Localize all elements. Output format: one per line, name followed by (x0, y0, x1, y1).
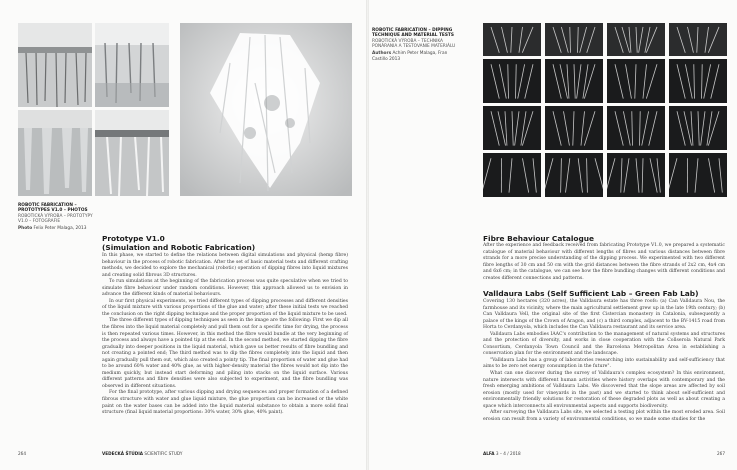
photo-fibre-bundles (18, 110, 92, 196)
left-caption-subtitle: ROBOTICKÁ VÝROBA – PROTOTYPY V1.0 – FOTOGRAFIE (18, 213, 93, 225)
catalogue-thumbnail (483, 23, 541, 56)
right-paragraph: Valldaura Labs embodies IAAC's contribution to the management of natural systems and structures and the protection of diversity, and works in close cooperation with the Collserola Natural Park Consortium, Cerdanyola Town Council and the Barcelona Metropolitan Area in establishing a conservation plan for the environment and the landscape. (483, 331, 725, 357)
left-page (0, 0, 366, 470)
catalogue-thumbnail (669, 59, 727, 103)
catalogue-thumbnail (483, 106, 541, 150)
left-section-label: SCIENTIFIC STUDY (144, 451, 183, 456)
left-paragraph: In this phase, we started to define the relations between digital simulations and physical (hemp fibre) behaviour in the process of robotic fabrication. After the set of basic material tests and different crafting methods, we decided to explore the mechanical (robotic) operation of dipping fibres into liquid mixtures and creating solid fibrous 3D structures. (102, 253, 348, 278)
right-running-head (483, 451, 521, 456)
photo-fibres-dipped (95, 23, 169, 107)
valldaura-heading: Valldaura Labs (Self Sufficient Lab – Green Fab Lab) (483, 289, 699, 298)
right-paragraph: After the experience and feedback received from fabricating Prototype V1.0, we prepared a systematic catalogue of material behaviour with different lengths of fibres and various distances between fibre strands for a more precise understanding of the dipping process. We experimented with two different fibre lengths of 30 cm and 50 cm with the grid distances between the fibre strands of 2x2 cm, 4x4 cm and 6x6 cm; in the catalogue, we can see how the fibre bundling changes with different conditions and creates different connections and patterns. (483, 243, 725, 281)
right-section2-body (483, 299, 725, 423)
left-paragraph: For the final prototype, after various dipping and drying sequences and proper formation of a defined fibrous structure with water and glue liquid mixture, the glue proportion can be increased or the white paint on the water bases can be added into the liquid material substance to obtain a more solid final structure (final liquid material proportions: 30% water, 30% glue, 40% paint). (102, 390, 348, 416)
catalogue-thumbnail (607, 153, 665, 197)
right-journal-label: ALFA (483, 451, 495, 456)
right-credit-label: Authors (372, 51, 392, 57)
left-credit-label: Photo (18, 226, 33, 232)
catalogue-thumbnail (483, 153, 541, 197)
catalogue-thumbnail (607, 59, 665, 103)
right-section2-heading (483, 290, 723, 299)
catalogue-thumbnail (483, 59, 541, 103)
right-caption-credit (372, 51, 462, 62)
catalogue-thumbnail (669, 153, 727, 197)
catalogue-thumbnail (545, 59, 603, 103)
left-figure-caption (18, 203, 98, 232)
right-paragraph: Covering 130 hectares (320 acres), the Valldaura estate has three roofs: (a) Can Valldaura Nou, the farmhouse and its vicinity, where the main agricultural settlement grew up in the late 19th century; (b) Can Valldaura Vell, the original site of the first Cistercian monastery in Catalonia, subsequently a palace of the kings of the Crown of Aragon, and (c) a third complex, adjacent to the BV-1415 road from Horta to Cerdanyola, which includes the Can Valldaura restaurant and its service area. (483, 299, 725, 331)
photo-fibre-structure (95, 110, 169, 196)
catalogue-thumbnail (607, 23, 665, 56)
left-section-heading (102, 235, 342, 252)
catalogue-thumbnail (669, 106, 727, 150)
catalogue-thumbnail (545, 106, 603, 150)
photo-prototype-v1 (180, 23, 352, 196)
left-paragraph: The three different types of dipping techniques as seen in the image are the following: First we dip all the fibres into the liquid material completely and pull them out for a specific time for drying, the process is then repeated various times. However, in this method the fibre would bundle at the very beginning of the process and always have a pointed tip at the end. In the second method, we started dipping the fibre gradually into deeper positions in the liquid material, which gave us better results of fibre bundling and not creating a pointed end; The third method was to dip the fibres completely into the liquid and then again gradually pull them out, which also created a pointy tip. The final proportion of water and glue had to be around 60% water and 40% glue, as with higher-density material the fibres would not dip into the medium quickly, but instead start deforming and piling into stacks on the liquid surface. Various different patterns and fibre densities were also subjected to experiment, and the fibre bundling was observed in different situations. (102, 318, 348, 389)
left-footer (18, 451, 26, 456)
right-page (369, 0, 737, 470)
fibre-catalogue-heading: Fibre Behaviour Catalogue (483, 234, 595, 243)
right-paragraph: "Valldaura Labs has a group of laboratories researching into sustainability and self-sufficiency that aims to be zero net energy consumption in the future". (483, 357, 725, 370)
right-issue-label: 3 – 4 / 2018 (495, 451, 521, 456)
left-heading-line2: (Simulation and Robotic Fabrication) (102, 242, 256, 252)
catalogue-thumbnail (545, 153, 603, 197)
right-paragraph: What can one discover during the survey of Valldaura's complex ecosystem? In this environment, nature intersects with different human activities where history overlaps with contemporary and the fresh emerging ambitions of Valldaura Labs. We discovered that the slope areas are affected by soil erosion (mostly used for vineyards in the past) and we started to think about self-sufficient and environmentally friendly solutions for restoration of these degraded plots as well as about creating a space which interconnects all environmental aspects and supports biodiversity. (483, 371, 725, 409)
left-journal-label: VEDECKÁ ŠTÚDIA (102, 451, 144, 456)
left-body-text (102, 253, 348, 417)
catalogue-thumbnail (545, 23, 603, 56)
left-paragraph: In our first physical experiments, we tried different types of dipping processes and different densities of the liquid mixture with various proportions of the glue and water; after these initial tests we reached the conclusion on the right dipping technique and the proper proportion of the liquid mixture to be used. (102, 298, 348, 317)
left-running-head (102, 451, 182, 456)
right-page-number: 267 (717, 451, 725, 456)
right-caption-subtitle: ROBOTICKÁ VÝROBA – TECHNIKA PONÁRANIA A TESTOVANIE MATERIÁLU (372, 38, 456, 50)
catalogue-thumbnail (669, 23, 727, 56)
left-heading-line1: Prototype V1.0 (102, 234, 165, 243)
left-paragraph: To run simulations at the beginning of the fabrication process was quite speculative when we tried to simulate fibre behaviour under random conditions. However, this approach allowed us to envision in advance the different kinds of material behaviours. (102, 279, 348, 298)
right-figure-caption (372, 28, 462, 62)
right-caption-title: ROBOTIC FABRICATION – DIPPING TECHNIQUE AND MATERIAL TESTS (372, 28, 454, 39)
left-page-number: 264 (18, 451, 26, 456)
left-caption-credit (18, 226, 98, 231)
left-caption-title: ROBOTIC FABRICATION – PROTOTYPES V1.0 – PHOTOS (18, 203, 88, 214)
photo-fibres-grid (18, 23, 92, 107)
right-section1-body (483, 243, 725, 282)
right-paragraph: After surveying the Valldaura Labs site, we selected a testing plot within the most eroded area. Soil erosion can result from a variety of environmental conditions, so we made some studies for the (483, 410, 725, 422)
right-footer (717, 451, 725, 456)
left-credit-value: Felix Peter Malaga, 2013 (33, 226, 87, 232)
right-credit-value: Achim Peter Malaga, Fran Castillo 2013 (372, 51, 448, 62)
catalogue-thumbnail (607, 106, 665, 150)
